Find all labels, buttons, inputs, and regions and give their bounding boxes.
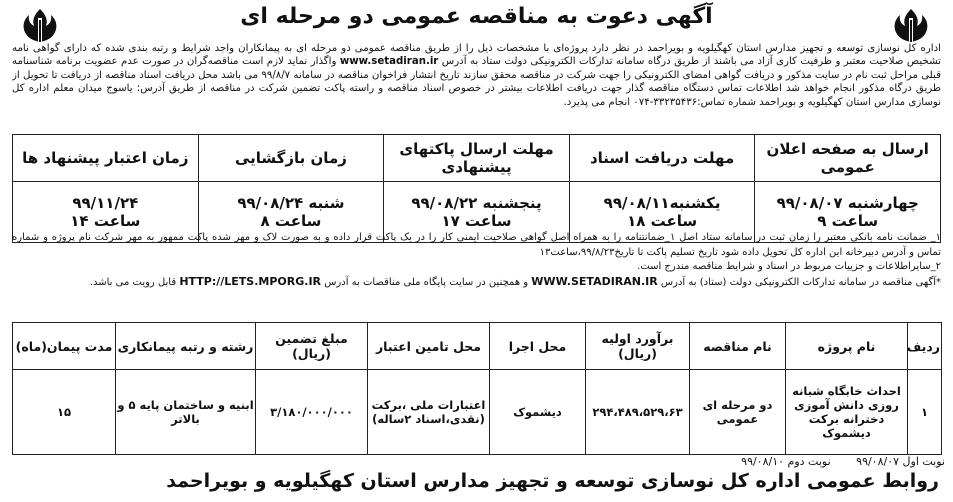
note-2: ۲_سایراطلاعات و جزییات مربوط در اسناد و شرایط مناقصه مندرج است. xyxy=(637,261,941,272)
projects-table xyxy=(12,322,942,455)
second-publication-date: نوبت دوم ۹۹/۰۸/۱۰ xyxy=(741,455,831,468)
table-header: مدت پیمان(ماه) xyxy=(13,323,116,370)
table-cell: احداث خابگاه شبانه روزی دانش آموزی دخترانه برکت دیشموک xyxy=(786,370,908,455)
setad-url-link[interactable]: WWW.SETADIRAN.IR xyxy=(531,274,658,288)
table-cell: دیشموک xyxy=(490,370,586,455)
table-header: محل اجرا xyxy=(490,323,586,370)
schedule-value: شنبه ۹۹/۰۸/۲۴ ساعت ۸ xyxy=(198,182,384,243)
table-header: محل تامین اعتبار xyxy=(368,323,490,370)
schedule-value: پنجشنبه ۹۹/۰۸/۲۲ ساعت ۱۷ xyxy=(384,182,570,243)
schedule-value: ۹۹/۱۱/۲۴ ساعت ۱۴ xyxy=(13,182,199,243)
table-header: رشته و رتبه پیمانکاری xyxy=(116,323,256,370)
intro-text-2: واگذار نماید لازم است مناقصه‌گران در صورت عدم عضویت برنامه شناسنامه قبلی مراحل ثبت نام در سایت مذکور و دریافت گواهی امضای الکترونیکی را جهت شرکت در مناقصه محقق سازند تاریخ انتشار فراخوان مناقصه در سامانه ۹۹/۸/۷ می باشد محل دریافت اسناد مناقصه از دریافت تا تحویل از طریق درگاه مذکور انجام خواهد شد اطلاعات تماس دستگاه مناقصه گذار جهت دریافت اطلاعات بیشتر در خصوص اسناد مناقصه و راسته پاکت تضمین شرکت در مناقصه از طریق آدرس: یاسوج میدان معلم اداره کل نوسازی مدارس استان کهگیلویه و بویراحمد شماره تماس:۳۳۲۳۵۴۳۶-۰۷۴ انجام می پذیرد. xyxy=(12,56,941,108)
table-header: نام پروژه xyxy=(786,323,908,370)
table-cell: ابنیه و ساختمان پایه ۵ و بالاتر xyxy=(116,370,256,455)
table-header: برآورد اولیه (ریال) xyxy=(586,323,690,370)
table-cell: ۲۹۴،۴۸۹،۵۲۹،۶۳ xyxy=(586,370,690,455)
table-cell: ۱ xyxy=(908,370,942,455)
setad-url-link[interactable]: www.setadiran.ir xyxy=(339,56,439,68)
schedule-header: زمان بازگشایی xyxy=(198,135,384,182)
schedule-value: یکشنبه۹۹/۰۸/۱۱ ساعت ۱۸ xyxy=(569,182,755,243)
table-cell: ۱۵ xyxy=(13,370,116,455)
schedule-header: زمان اعتبار پیشنهاد ها xyxy=(13,135,199,182)
table-cell: اعتبارات ملی ،برکت (نقدی،اسناد ۲ساله) xyxy=(368,370,490,455)
first-publication-date: نوبت اول ۹۹/۰۸/۰۷ xyxy=(856,455,945,468)
note-3: *آگهی مناقصه در سامانه تدارکات الکترونیکی دولت (ستاد) به آدرس WWW.SETADIRAN.IR و همچنین در سایت پایگاه ملی مناقصات به آدرس HTTP://LETS.MPORG.IR قابل رویت می باشد. xyxy=(89,274,941,288)
table-cell: ۳/۱۸۰/۰۰۰/۰۰۰ xyxy=(256,370,368,455)
schedule-header: ارسال به صفحه اعلان عمومی xyxy=(755,135,941,182)
table-row xyxy=(13,370,942,455)
intro-paragraph xyxy=(12,42,941,122)
note-1: ۱_ ضمانت نامه بانکی معتبر را زمان ثبت در سامانه ستاد اصل ۱_ضمانتنامه را به همراه اصل گواهی صلاحیت ایمنی کار را در یک پاکت قرار داده و به صورت لاک و مهر شده پاکت ممهور به مهر شرکت نام پروژه و شماره تماس و آدرس دبیرخانه این اداره کل تحویل داده شود تاریخ تسلیم پاکت تا تاریخ۹۹/۸/۲۳،ساعت۱۳ xyxy=(12,232,941,258)
publication-dates xyxy=(660,455,945,468)
schedule-header: مهلت ارسال پاکتهای پیشنهادی xyxy=(384,135,570,182)
notice-title: آگهی دعوت به مناقصه عمومی دو مرحله ای xyxy=(240,4,713,29)
notes-section xyxy=(12,231,941,319)
footer-signature: روابط عمومی اداره کل نوسازی توسعه و تجهیز مدارس استان کهگیلویه و بویراحمد xyxy=(166,470,939,492)
table-header: ردیف xyxy=(908,323,942,370)
table-header: نام مناقصه xyxy=(690,323,786,370)
table-header: مبلغ تضمین (ریال) xyxy=(256,323,368,370)
schedule-table xyxy=(12,134,941,243)
table-cell: دو مرحله ای عمومی xyxy=(690,370,786,455)
schedule-header: مهلت دریافت اسناد xyxy=(569,135,755,182)
intro-text-1: اداره کل نوسازی توسعه و تجهیز مدارس استان کهگیلویه و بویراحمد در نظر دارد پروژه‌ای با مشخصات ذیل را از طریق مناقصه عمومی دو مرحله ای به پیمانکاران واجد شرایط و رتبه بندی شده که دارای گواهی نامه تشخیص صلاحیت معتبر و ظرفیت کاری آزاد می باشند از طریق درگاه سامانه تدارکات الکترونیکی دولت ستاد به آدرس xyxy=(12,43,941,68)
schedule-value: چهارشنبه ۹۹/۰۸/۰۷ ساعت ۹ xyxy=(755,182,941,243)
lets-url-link[interactable]: HTTP://LETS.MPORG.IR xyxy=(179,274,322,288)
